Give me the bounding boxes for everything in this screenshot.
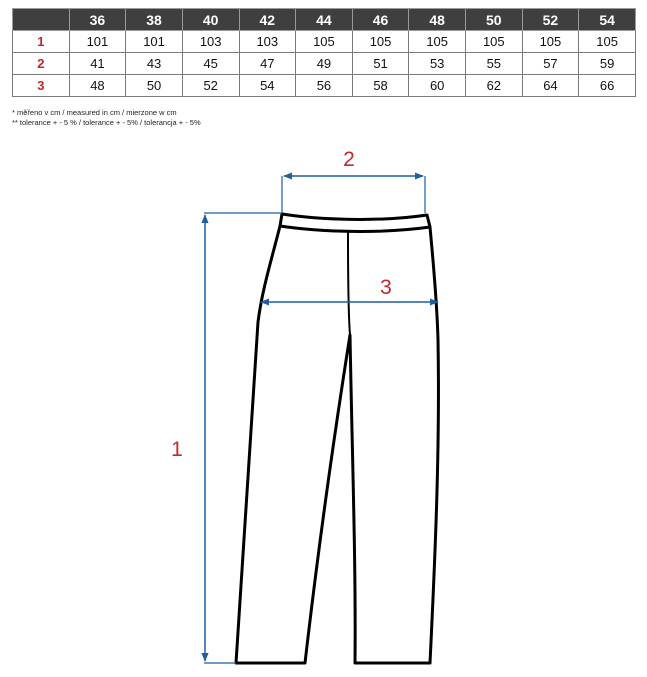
table-cell: 43 <box>126 53 183 75</box>
table-cell: 64 <box>522 75 579 97</box>
table-cell: 48 <box>69 75 126 97</box>
size-header-cell: 42 <box>239 9 296 31</box>
row-label: 2 <box>13 53 70 75</box>
waistband-shape <box>280 214 430 231</box>
table-cell: 52 <box>182 75 239 97</box>
center-seam <box>348 233 350 335</box>
table-cell: 54 <box>239 75 296 97</box>
table-cell: 58 <box>352 75 409 97</box>
table-cell: 105 <box>579 31 636 53</box>
table-cell: 101 <box>69 31 126 53</box>
label-1: 1 <box>171 438 183 461</box>
table-cell: 62 <box>466 75 523 97</box>
size-header-cell: 38 <box>126 9 183 31</box>
label-3: 3 <box>380 276 392 299</box>
pants-body <box>236 226 438 663</box>
table-cell: 105 <box>466 31 523 53</box>
table-cell: 103 <box>182 31 239 53</box>
measurement-2-waist <box>282 148 425 213</box>
size-header-cell: 52 <box>522 9 579 31</box>
table-cell: 50 <box>126 75 183 97</box>
row-label: 3 <box>13 75 70 97</box>
size-header-cell: 48 <box>409 9 466 31</box>
pants-outline <box>236 214 438 663</box>
size-header-cell: 54 <box>579 9 636 31</box>
table-cell: 41 <box>69 53 126 75</box>
table-cell: 105 <box>352 31 409 53</box>
table-cell: 66 <box>579 75 636 97</box>
table-cell: 55 <box>466 53 523 75</box>
table-cell: 47 <box>239 53 296 75</box>
table-cell: 59 <box>579 53 636 75</box>
size-header-cell: 50 <box>466 9 523 31</box>
table-cell: 105 <box>522 31 579 53</box>
table-cell: 45 <box>182 53 239 75</box>
table-cell: 105 <box>296 31 353 53</box>
table-cell: 51 <box>352 53 409 75</box>
table-cell: 101 <box>126 31 183 53</box>
table-cell: 56 <box>296 75 353 97</box>
size-header-cell: 46 <box>352 9 409 31</box>
table-cell: 60 <box>409 75 466 97</box>
table-cell: 103 <box>239 31 296 53</box>
size-header-cell: 44 <box>296 9 353 31</box>
row-label: 1 <box>13 31 70 53</box>
table-cell: 57 <box>522 53 579 75</box>
note-tolerance: ** tolerance + - 5 % / tolerance + - 5% / tolerancja + - 5% <box>12 118 201 127</box>
size-header-cell: 36 <box>69 9 126 31</box>
label-2: 2 <box>343 148 355 171</box>
table-cell: 53 <box>409 53 466 75</box>
size-header-cell: 40 <box>182 9 239 31</box>
note-units: * měřeno v cm / measured in cm / mierzone w cm <box>12 108 177 117</box>
table-cell: 49 <box>296 53 353 75</box>
table-cell: 105 <box>409 31 466 53</box>
